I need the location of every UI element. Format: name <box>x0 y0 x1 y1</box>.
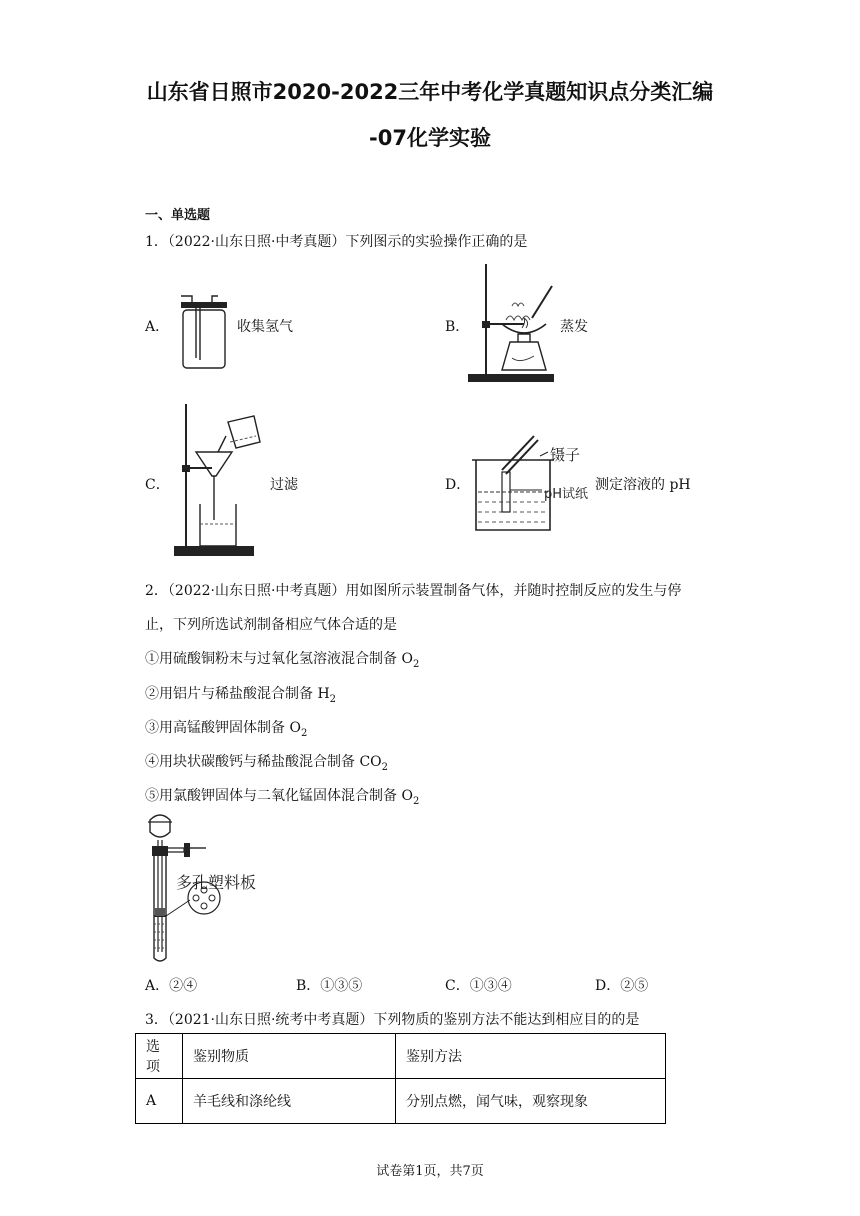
section-heading: 一、单选题 <box>145 208 211 223</box>
q2-option-d: D．②⑤ <box>595 978 649 994</box>
page-footer: 试卷第1页，共7页 <box>376 1164 484 1179</box>
table-header-row <box>136 1034 666 1079</box>
ph-test-figure <box>470 430 600 534</box>
q2-item-2: ②用铝片与稀盐酸混合制备 $H_2$ <box>145 686 337 705</box>
q2-item-1: ①用硫酸铜粉末与过氧化氢溶液混合制备 $O_2$ <box>145 651 420 670</box>
q1-option-c-text: 过滤 <box>270 477 298 493</box>
q3-table <box>135 1033 666 1124</box>
document-title-line1: 山东省日照市2020-2022三年中考化学真题知识点分类汇编 <box>146 80 714 104</box>
table-cell: 分别点燃，闻气味，观察现象 <box>396 1079 666 1124</box>
table-cell: A <box>136 1079 183 1124</box>
q1-option-a-text: 收集氢气 <box>237 319 293 335</box>
q2-stem-line2: 止，下列所选试剂制备相应气体合适的是 <box>145 617 397 633</box>
q1-option-d-letter: D． <box>445 477 471 493</box>
gas-generator-figure <box>140 812 280 964</box>
q3-stem: 3．（2021·山东日照·统考中考真题）下列物质的鉴别方法不能达到相应目的的是 <box>145 1012 640 1028</box>
q2-option-a: A．②④ <box>145 978 198 994</box>
filtration-apparatus-figure <box>170 402 270 558</box>
ph-paper-label: pH试纸 <box>544 487 589 502</box>
table-header-cell: 鉴别方法 <box>396 1034 666 1079</box>
q2-stem-line1: 2．（2022·山东日照·中考真题）用如图所示装置制备气体，并随时控制反应的发生与停 <box>145 583 682 599</box>
table-cell: 羊毛线和涤纶线 <box>183 1079 396 1124</box>
gas-collection-bottle-figure <box>178 290 230 372</box>
q2-item-4: ④用块状碳酸钙与稀盐酸混合制备 $CO_2$ <box>145 754 389 773</box>
q1-option-d-text: 测定溶液的 pH <box>595 477 691 493</box>
porous-plate-label: 多孔塑料板 <box>176 873 257 892</box>
q1-option-c-letter: C． <box>145 477 170 493</box>
q1-option-b-text: 蒸发 <box>560 319 588 335</box>
q2-option-b: B．①③⑤ <box>296 978 363 994</box>
table-row <box>136 1079 666 1124</box>
q1-stem: 1．（2022·山东日照·中考真题）下列图示的实验操作正确的是 <box>145 234 528 250</box>
q1-option-b-letter: B． <box>445 319 470 335</box>
q1-option-a-letter: A． <box>145 319 170 335</box>
table-header-cell: 鉴别物质 <box>183 1034 396 1079</box>
q2-option-c: C．①③④ <box>445 978 512 994</box>
document-title-line2: -07化学实验 <box>369 126 491 150</box>
q2-item-3: ③用高锰酸钾固体制备 $O_2$ <box>145 720 308 739</box>
table-header-cell: 选项 <box>136 1034 183 1079</box>
q2-item-5: ⑤用氯酸钾固体与二氧化锰固体混合制备 $O_2$ <box>145 788 420 807</box>
evaporation-apparatus-figure <box>466 262 558 384</box>
tweezers-label: 镊子 <box>550 446 581 464</box>
